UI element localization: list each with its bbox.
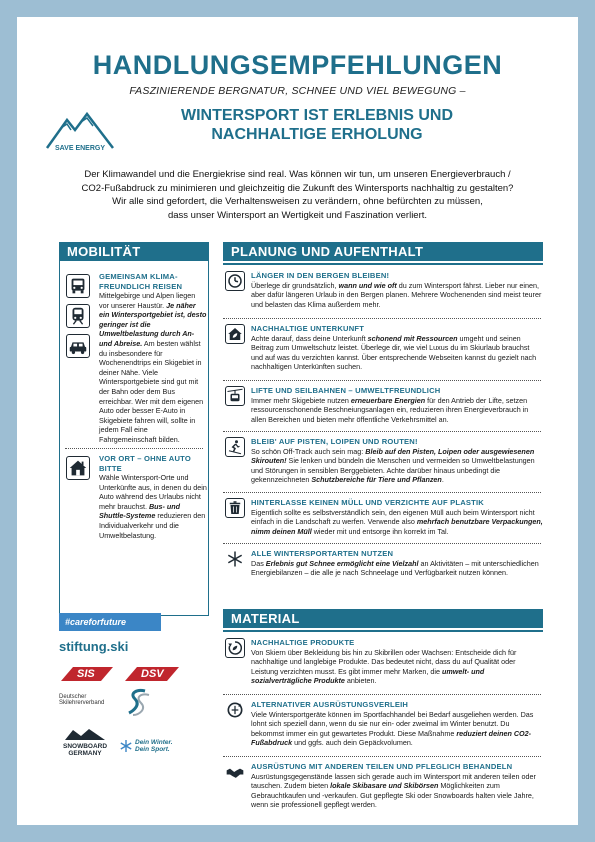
planning-item-title: LÄNGER IN DEN BERGEN BLEIBEN!	[251, 271, 390, 280]
dsv-logo-text: DSV	[141, 668, 164, 680]
planning-item-body	[251, 437, 543, 485]
mobility-item-text: Wähle Wintersport-Orte und Unterkünfte aus, in denen du dein Auto während des Urlaubs nicht mehr brauchst. Bus- und Shuttle-Systeme reduzieren den Individualverkehr und die Umweltbelastung.	[99, 473, 207, 540]
planning-item-title: HINTERLASSE KEINEN MÜLL UND VERZICHTE AUF PLASTIK	[251, 498, 484, 507]
planning-item-body	[251, 386, 543, 424]
handshake-icon	[225, 762, 245, 782]
bus-icon	[66, 274, 90, 298]
intro-line: Der Klimawandel und die Energiekrise sind real. Was können wir tun, um unseren Energieverbrauch /	[84, 169, 511, 180]
planning-item-body	[251, 271, 543, 309]
planning-heading: PLANUNG UND AUFENTHALT	[223, 242, 543, 261]
material-section	[223, 609, 543, 632]
intro-line: CO2-Fußabdruck zu minimieren und gleichzeitig die Zukunft des Wintersports nachhaltig zu gestalten?	[81, 182, 514, 194]
material-item-text: Ausrüstungsgegenstände lassen sich gerade auch im Wintersport mit anderen teilen oder tauschen. Zudem bieten lokale Skibasare und Skibörsen Möglichkeiten zum Gebrauchtkaufen und -verkaufen. Gut gepflegte Ski oder Snowboards halten viele Jahre, wenn sie professionell gepflegt werden.	[251, 771, 536, 810]
material-item-title: AUSRÜSTUNG MIT ANDEREN TEILEN UND PFLEGLICH BEHANDELN	[251, 762, 513, 771]
clock-icon	[225, 271, 245, 291]
dein-winter-snowflake-icon	[119, 739, 133, 753]
planning-item-text: So schön Off-Track auch sein mag: Bleib auf den Pisten, Loipen oder ausgewiesenen Skirouten! Sie lenken und bündeln die Menschen und vermeiden so Umweltbelastungen und Störungen in sensiblen Berggebieten. Achte darüber hinaus unbedingt die gekennzeichneten Schutzbereiche für Tiere und Pflanzen.	[251, 446, 535, 485]
headline-line-1: WINTERSPORT IST ERLEBNIS UND	[180, 107, 453, 124]
planning-underline	[223, 263, 543, 265]
planning-item-body	[251, 324, 543, 372]
divider	[223, 380, 541, 381]
dsv-s-logo-icon	[125, 687, 151, 717]
planning-section	[223, 242, 543, 810]
planning-item-text: Das Erlebnis gut Schnee ermöglicht eine Vielzahl an Aktivitäten – mit unterschiedlichen Energiebilanzen – die alle je nach Schneelage und Verfügbarkeit nutzen können.	[251, 558, 539, 578]
planning-item-title: LIFTE UND SEILBAHNEN – UMWELTFREUNDLICH	[251, 386, 441, 395]
divider	[223, 543, 541, 544]
ski-lift-icon	[225, 386, 245, 406]
divider	[223, 431, 541, 432]
logo-text: SAVE ENERGY	[54, 145, 106, 152]
intro-line: Wir alle sind gefordert, die Verhaltensweisen zu verändern, ohne befürchten zu müssen,	[112, 196, 483, 207]
intro-text	[45, 168, 550, 222]
mobility-item-text: Mittelgebirge und Alpen liegen vor unserer Haustür. Je näher ein Wintersportgebiet ist, desto geringer ist die Umweltbelastung durch An- und Abreise. Am besten wählst du insbesondere für Wochenendtrips ein Skigebiet in deiner Nähe. Viele Wintersportgebiete sind gut mit der Bahn oder dem Bus erreichbar. Wer mit dem eigenen Auto oder besser E-Auto in Skigebiete fahren will, sollte in jedem Fall eine Fahrgemeinschaft bilden.	[99, 291, 207, 444]
sis-logo	[59, 663, 115, 685]
planning-item-body	[251, 549, 543, 578]
skier-icon	[225, 437, 245, 457]
car-icon	[66, 334, 90, 358]
planning-item-text: Immer mehr Skigebiete nutzen erneuerbare Energien für den Antrieb der Lifte, setzen ressourcenschonende Beschneiungsanlagen ein, reduzieren ihren Energieverbrauch in allen Bereichen und bieten mehr öffentliche Verkehrsmittel an.	[251, 395, 529, 424]
snowflake-icon	[225, 549, 245, 569]
mobility-item-body	[99, 454, 207, 540]
intro-line: dass unser Wintersport an Wertigkeit und Faszination verliert.	[167, 209, 428, 221]
material-item-text: Von Skiern über Bekleidung bis hin zu Skibrillen oder Wachsen: Entscheide dich für nachhaltige und langlebige Produkte. Das bedeutet nicht, dass du auf Qualität oder Leistung verzichten musst. Es gibt immer mehr Marken, die umwelt- und sozialverträgliche Produkte anbieten.	[251, 647, 517, 686]
page-title: HANDLUNGSEMPFEHLUNGEN	[92, 50, 503, 80]
mobility-item-title: GEMEINSAM KLIMA-FREUNDLICH REISEN	[99, 272, 183, 291]
snowboard-germany-logo: SNOWBOARD GERMANY	[63, 743, 108, 757]
planning-item-text: Überlege dir grundsätzlich, wann und wie oft du zum Wintersport fährst. Lieber nur einen, aber dafür längeren Urlaub in den Bergen planen. Mehrere Wochenenden sind meist teurer und belasten das Klima außerdem mehr.	[251, 280, 542, 309]
divider	[223, 318, 541, 319]
train-icon	[66, 304, 90, 328]
material-item-text: Viele Wintersportgeräte können im Sportfachhandel bei Bedarf ausgeliehen werden. Das lohnt sich speziell dann, wenn du sie nur ein- oder zweimal im Winter benutzt. Du bekommst immer ein gut gewartetes Produkt. Diese Maßnahme reduziert deinen CO2-Fußabdruck und ggfs. auch dein Gepäckvolumen.	[251, 709, 534, 748]
sis-logo-text: SIS	[77, 668, 95, 680]
house-leaf-icon	[225, 324, 245, 344]
mobility-section	[59, 242, 209, 616]
dsv-logo	[123, 663, 181, 685]
trash-icon	[225, 498, 245, 518]
planning-item-title: ALLE WINTERSPORTARTEN NUTZEN	[251, 549, 394, 558]
material-item-body	[251, 762, 543, 810]
snowboard-logo-icon	[63, 728, 107, 742]
material-underline	[223, 630, 543, 632]
planning-item-title: BLEIB' AUF PISTEN, LOIPEN UND ROUTEN!	[251, 437, 418, 446]
divider	[223, 694, 541, 695]
material-heading: MATERIAL	[223, 609, 543, 628]
divider	[65, 448, 203, 449]
stiftung-logo: stiftung.ski	[59, 639, 129, 654]
headline	[127, 106, 507, 144]
home-icon	[66, 456, 90, 480]
material-item-title: NACHHALTIGE PRODUKTE	[251, 638, 355, 647]
planning-item-body	[251, 498, 543, 536]
planning-item-text: Eigentlich sollte es selbstverständlich sein, den eigenen Müll auch beim Wintersport nicht einfach in die Landschaft zu werfen. Verwende also mehrfach benutzbare Verpackungen, nimm deinen Müll wieder mit und entsorge ihn korrekt im Tal.	[251, 507, 543, 536]
divider	[223, 756, 541, 757]
skilehrerverband-text: Deutscher Skilehrerverband	[59, 694, 105, 706]
recycle-icon	[225, 638, 245, 658]
mobility-heading: MOBILITÄT	[59, 242, 209, 261]
planning-item-text: Achte darauf, dass deine Unterkunft schonend mit Ressourcen umgeht und seinen Beitrag zum Umweltschutz leistet. Überlege dir, wie viel Luxus du im Skiurlaub brauchst und auf was du verzichten kannst. Über entsprechende Webseiten kannst du gezielt nach nachhaltigen Unterkünften suchen.	[251, 333, 537, 372]
material-item-title: ALTERNATIVER AUSRÜSTUNGSVERLEIH	[251, 700, 409, 709]
dein-winter-logo: Dein Winter. Dein Sport.	[135, 739, 173, 753]
material-item-body	[251, 638, 543, 686]
planning-item-title: NACHHALTIGE UNTERKUNFT	[251, 324, 365, 333]
mobility-item-title: VOR ORT – OHNE AUTO BITTE	[99, 454, 191, 473]
headline-line-2: NACHHALTIGE ERHOLUNG	[211, 126, 423, 143]
mobility-item-body	[99, 272, 207, 445]
hashtag-badge: #careforfuture	[59, 613, 161, 631]
material-item-body	[251, 700, 543, 748]
page-subtitle: FASZINIERENDE BERGNATUR, SCHNEE UND VIEL BEWEGUNG –	[129, 85, 466, 97]
page	[17, 17, 578, 825]
cycle-arrows-icon	[225, 700, 245, 720]
divider	[223, 492, 541, 493]
